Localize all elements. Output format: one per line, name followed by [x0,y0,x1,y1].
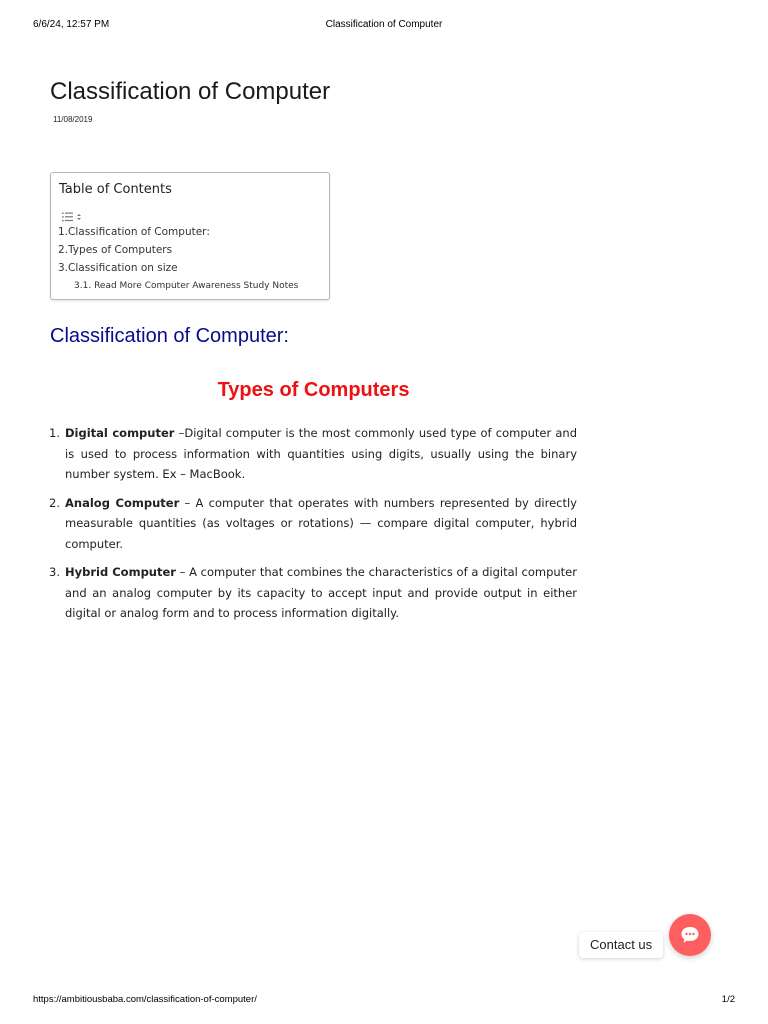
page-url: https://ambitiousbaba.com/classification-of-computer/ [33,994,257,1005]
list-item-number: 3. [49,565,60,579]
list-item-description: – A computer that combines the characteristics of a digital computer and an analog computer by its capacity to accept input and provide output in either digital or analog form and to process information digitally. [65,565,577,620]
list-item [49,493,577,555]
table-of-contents [50,172,330,300]
toc-item-number: 1. [58,226,69,238]
toc-item-label: Types of Computers [68,244,173,256]
toc-link[interactable] [58,244,172,256]
toc-link[interactable] [58,226,210,238]
list-item [49,423,577,485]
toc-subitem[interactable] [58,279,298,297]
list-item-description: – A computer that operates with numbers represented by directly measurable quantities (as voltages or rotations) — compare digital computer, hybrid computer. [65,495,577,551]
list-item-term: Digital computer [65,426,175,440]
toc-item-label: Classification on size [68,262,178,274]
print-doc-title: Classification of Computer [325,19,443,30]
toc-item-label: Classification of Computer: [68,226,210,238]
page-title: Classification of Computer [50,78,331,105]
list-item-description: –Digital computer is the most commonly used type of computer and is used to process information with quantities using digits, usually using the binary number system. Ex – MacBook. [65,426,577,481]
toc-item-number: 3. [58,262,69,274]
post-date: 11/08/2019 [53,115,93,124]
print-footer [33,994,735,1006]
toc-item-number: 3.1. [74,281,92,291]
types-heading: Types of Computers [217,379,410,401]
print-header [33,19,735,31]
toc-link[interactable] [58,262,178,274]
contact-us-label[interactable]: Contact us [579,932,663,958]
toc-list [58,225,298,297]
toc-item[interactable] [58,243,298,261]
section-heading: Classification of Computer: [50,325,289,347]
toc-link[interactable] [74,281,298,291]
contact-us-button[interactable] [669,914,711,956]
page-counter: 1/2 [721,994,735,1005]
list-toggle-icon[interactable] [62,207,86,217]
list-item-number: 1. [49,426,60,440]
toc-item-number: 2. [58,244,69,256]
print-datetime: 6/6/24, 12:57 PM [33,19,110,30]
computer-types-list [49,423,577,632]
list-item-term: Hybrid Computer [65,565,176,579]
list-item [49,562,577,624]
list-item-term: Analog Computer [65,495,180,510]
chat-bubble-icon [680,925,700,945]
list-item-number: 2. [49,495,60,510]
toc-item[interactable] [58,225,298,243]
toc-title: Table of Contents [59,182,172,197]
toc-item[interactable] [58,261,298,279]
toc-item-label: Read More Computer Awareness Study Notes [94,281,299,291]
